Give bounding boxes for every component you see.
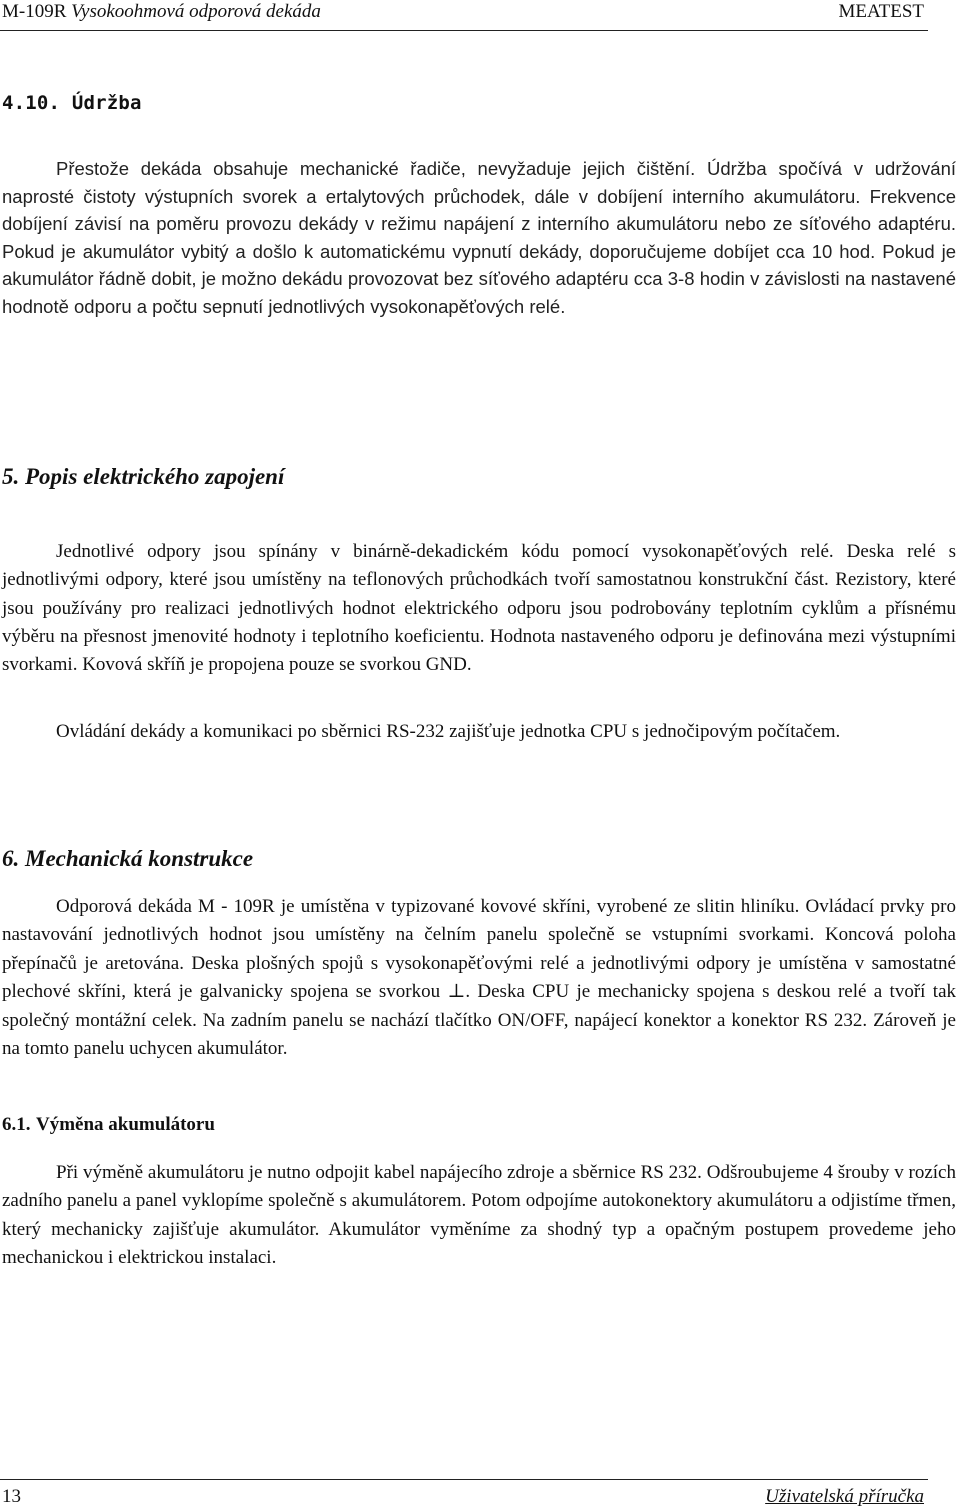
paragraph-battery-replacement: Při výměně akumulátoru je nutno odpojit kabel napájecího zdroje a sběrnice RS 232. Odšroubujeme 4 šrouby v rozích zadního panelu a panel vyklopíme společně s akumulátorem. Potom odpojíme autokonektory akumulátoru a odjistíme třmen, který mechanicky zajišťuje akumulátor. Akumulátor vyměníme za shodný typ a opačným postupem provedeme jeho mechanickou i elektrickou instalaci.	[2, 1162, 956, 1269]
paragraph-wiring-2: Ovládání dekády a komunikaci po sběrnici RS-232 zajišťuje jednotka CPU s jednočipovým počítačem.	[56, 721, 841, 742]
header-product-name: Vysokoohmová odporová dekáda	[71, 1, 321, 22]
section-heading-wiring: 5. Popis elektrického zapojení	[2, 464, 285, 489]
section-heading-maintenance: 4.10. Údržba	[2, 92, 142, 114]
subsection-title: Výměna akumulátoru	[36, 1114, 215, 1135]
section-heading-mechanical: 6. Mechanická konstrukce	[2, 846, 254, 871]
page-header	[0, 0, 928, 31]
subsection-number: 6.1.	[2, 1114, 31, 1135]
header-brand: MEATEST	[838, 1, 924, 22]
footer-manual-title: Uživatelská příručka	[765, 1486, 924, 1507]
paragraph-mechanical: Odporová dekáda M - 109R je umístěna v typizované kovové skříni, vyrobené ze slitin hliníku. Ovládací prvky pro nastavování jednotlivých hodnot jsou umístěny na čelním panelu společně se vstupními svorkami. Koncová poloha přepínačů je aretována. Deska plošných spojů s vysokonapěťovými relé a jednotlivými odpory je umístěna v samostatné plechové skříni, která je galvanicky spojena se svorkou ⊥. Deska CPU je mechanicky spojena s deskou relé a tvoří tak společný montážní celek. Na zadním panelu se nachází tlačítko ON/OFF, napájecí konektor a konektor RS 232. Zároveň je na tomto panelu uchycen akumulátor.	[2, 896, 956, 1060]
header-document-title	[2, 1, 321, 23]
page-number: 13	[2, 1486, 21, 1507]
footer-divider	[0, 1479, 928, 1480]
paragraph-wiring-1: Jednotlivé odpory jsou spínány v binárně-dekadickém kódu pomocí vysokonapěťových relé. Deska relé s jednotlivými odpory, které jsou umístěny na teflonových průchodkách tvoří samostatnou konstrukční část. Rezistory, které jsou používány pro realizaci jednotlivých hodnot elektrického odporu jsou podrobovány teplotním cyklům a přísnému výběru na přesnost jmenovité hodnoty i teplotního koeficientu. Hodnota nastaveného odporu je definována mezi výstupními svorkami. Kovová skříň je propojena pouze se svorkou GND.	[2, 541, 956, 676]
paragraph-maintenance: Přestože dekáda obsahuje mechanické řadiče, nevyžaduje jejich čištění. Údržba spočívá v udržování naprosté čistoty výstupních svorek a ertalytových průchodek, dále v dobíjení interního akumulátoru. Frekvence dobíjení závisí na poměru provozu dekády v režimu napájení z interního akumulátoru nebo ze síťového adaptéru. Pokud je akumulátor vybitý a došlo k automatickému vypnutí dekády, doporučujeme dobíjet cca 10 hod. Pokud je akumulátor řádně dobit, je možno dekádu provozovat bez síťového adaptéru cca 3-8 hodin v závislosti na nastavené hodnotě odporu a počtu sepnutí jednotlivých vysokonapěťových relé.	[2, 158, 956, 317]
subsection-heading-battery	[2, 1114, 215, 1136]
header-model: M-109R	[2, 1, 67, 22]
